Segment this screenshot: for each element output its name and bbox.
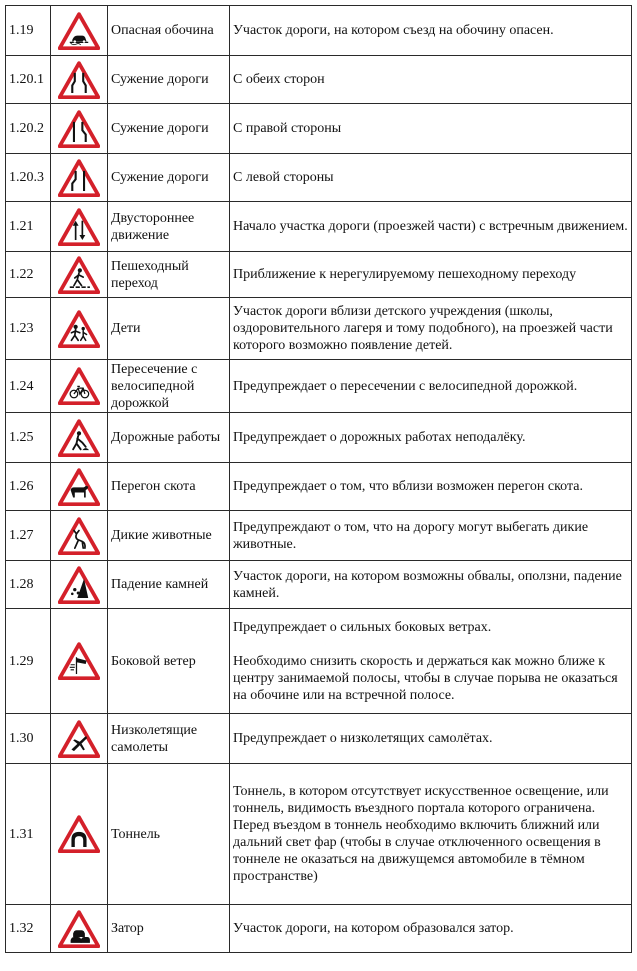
description-paragraph: С обеих сторон	[233, 72, 325, 87]
two-way-traffic-icon	[58, 208, 100, 246]
pedestrian-crossing-icon	[58, 256, 100, 294]
description-paragraph: Приближение к нерегулируемому пешеходному переходу	[233, 267, 577, 282]
sign-image	[51, 764, 108, 905]
sign-name: Опасная обочина	[108, 6, 230, 56]
sign-description	[230, 298, 632, 360]
description-paragraph: Тоннель, в котором отсутствует искусственное освещение, или тоннель, видимость въездного портала которого ограничена. Перед въездом в тоннель необходимо включить ближний или дальний свет фар (чтобы в случае отключенного освещения в тоннеле не оказаться на движущемся автомобиле в тёмном пространстве)	[233, 784, 609, 884]
sign-name: Сужение дороги	[108, 154, 230, 202]
sign-description	[230, 463, 632, 511]
table-row	[6, 104, 632, 154]
sign-name: Низколетящие самолеты	[108, 714, 230, 764]
table-row	[6, 764, 632, 905]
sign-number: 1.26	[6, 463, 51, 511]
sign-number: 1.20.3	[6, 154, 51, 202]
description-paragraph: Предупреждает о низколетящих самолётах.	[233, 731, 493, 746]
table-row	[6, 511, 632, 561]
road-narrows-left-icon	[58, 159, 100, 197]
falling-rocks-icon	[58, 566, 100, 604]
sign-description	[230, 360, 632, 413]
sign-description	[230, 764, 632, 905]
description-paragraph: Предупреждает о сильных боковых ветрах.	[233, 619, 492, 635]
road-narrows-right-icon	[58, 110, 100, 148]
table-row	[6, 56, 632, 104]
sign-image	[51, 104, 108, 154]
table-row	[6, 202, 632, 252]
sign-image	[51, 511, 108, 561]
sign-description	[230, 252, 632, 298]
sign-name: Сужение дороги	[108, 104, 230, 154]
sign-description	[230, 6, 632, 56]
tunnel-icon	[58, 815, 100, 853]
sign-image	[51, 252, 108, 298]
sign-name: Двустороннее движение	[108, 202, 230, 252]
description-paragraph: Участок дороги вблизи детского учреждения (школы, оздоровительного лагеря и тому подобного), на проезжей части которого возможно появление детей.	[233, 304, 613, 353]
description-paragraph: Предупреждает о дорожных работах неподалёку.	[233, 430, 526, 445]
table-row	[6, 154, 632, 202]
sign-image	[51, 714, 108, 764]
sign-number: 1.19	[6, 6, 51, 56]
sign-number: 1.32	[6, 905, 51, 953]
cattle-crossing-icon	[58, 468, 100, 506]
sign-number: 1.20.2	[6, 104, 51, 154]
description-paragraph: Участок дороги, на котором возможны обвалы, оползни, падение камней.	[233, 568, 622, 601]
sign-image	[51, 154, 108, 202]
sign-name: Дикие животные	[108, 511, 230, 561]
sign-description	[230, 511, 632, 561]
description-paragraph: Предупреждает о пересечении с велосипедной дорожкой.	[233, 378, 578, 394]
description-paragraph: Участок дороги, на котором образовался затор.	[233, 921, 514, 936]
sign-number: 1.30	[6, 714, 51, 764]
sign-number: 1.23	[6, 298, 51, 360]
sign-name: Дети	[108, 298, 230, 360]
description-paragraph: С правой стороны	[233, 121, 342, 136]
sign-name: Затор	[108, 905, 230, 953]
signs-table-body	[6, 6, 632, 953]
sign-image	[51, 360, 108, 413]
table-row	[6, 360, 632, 413]
sign-name: Падение камней	[108, 561, 230, 609]
description-paragraph: Начало участка дороги (проезжей части) с встречным движением.	[233, 219, 628, 234]
bicycle-crossing-icon	[58, 367, 100, 405]
road-works-icon	[58, 419, 100, 457]
sign-description	[230, 202, 632, 252]
description-paragraph: Участок дороги, на котором съезд на обочину опасен.	[233, 23, 554, 38]
sign-name: Тоннель	[108, 764, 230, 905]
children-icon	[58, 310, 100, 348]
sign-image	[51, 202, 108, 252]
road-narrows-both-sides-icon	[58, 61, 100, 99]
table-row	[6, 905, 632, 953]
sign-name: Боковой ветер	[108, 609, 230, 714]
sign-image	[51, 413, 108, 463]
table-row	[6, 561, 632, 609]
sign-name: Дорожные работы	[108, 413, 230, 463]
table-row	[6, 6, 632, 56]
description-paragraph: Необходимо снизить скорость и держаться как можно ближе к центру занимаемой полосы, чтобы в случае порыва не оказаться на обочине или на встречной полосе.	[233, 653, 618, 703]
sign-image	[51, 6, 108, 56]
sign-name: Пешеходный переход	[108, 252, 230, 298]
table-row	[6, 413, 632, 463]
sign-image	[51, 561, 108, 609]
sign-number: 1.27	[6, 511, 51, 561]
table-row	[6, 298, 632, 360]
traffic-jam-icon	[58, 910, 100, 948]
sign-image	[51, 463, 108, 511]
sign-description	[230, 905, 632, 953]
sign-image	[51, 56, 108, 104]
wild-animals-icon	[58, 517, 100, 555]
table-row	[6, 714, 632, 764]
table-row	[6, 463, 632, 511]
sign-image	[51, 609, 108, 714]
sign-name: Пересечение с велосипедной дорожкой	[108, 360, 230, 413]
sign-number: 1.28	[6, 561, 51, 609]
description-paragraph: С левой стороны	[233, 170, 334, 185]
dangerous-shoulder-icon	[58, 12, 100, 50]
sign-image	[51, 905, 108, 953]
sign-description	[230, 714, 632, 764]
sign-description	[230, 104, 632, 154]
sign-number: 1.29	[6, 609, 51, 714]
sign-number: 1.21	[6, 202, 51, 252]
sign-description	[230, 609, 632, 714]
sign-description	[230, 561, 632, 609]
sign-number: 1.25	[6, 413, 51, 463]
sign-description	[230, 56, 632, 104]
sign-number: 1.31	[6, 764, 51, 905]
sign-number: 1.24	[6, 360, 51, 413]
sign-description	[230, 413, 632, 463]
sign-image	[51, 298, 108, 360]
sign-name: Перегон скота	[108, 463, 230, 511]
sign-number: 1.20.1	[6, 56, 51, 104]
description-paragraph: Предупреждают о том, что на дорогу могут выбегать дикие животные.	[233, 519, 589, 552]
sign-description	[230, 154, 632, 202]
table-row	[6, 252, 632, 298]
sign-number: 1.22	[6, 252, 51, 298]
warning-signs-table	[5, 5, 632, 953]
table-row	[6, 609, 632, 714]
description-paragraph: Предупреждает о том, что вблизи возможен перегон скота.	[233, 479, 583, 494]
sign-name: Сужение дороги	[108, 56, 230, 104]
side-wind-icon	[58, 642, 100, 680]
low-flying-aircraft-icon	[58, 720, 100, 758]
